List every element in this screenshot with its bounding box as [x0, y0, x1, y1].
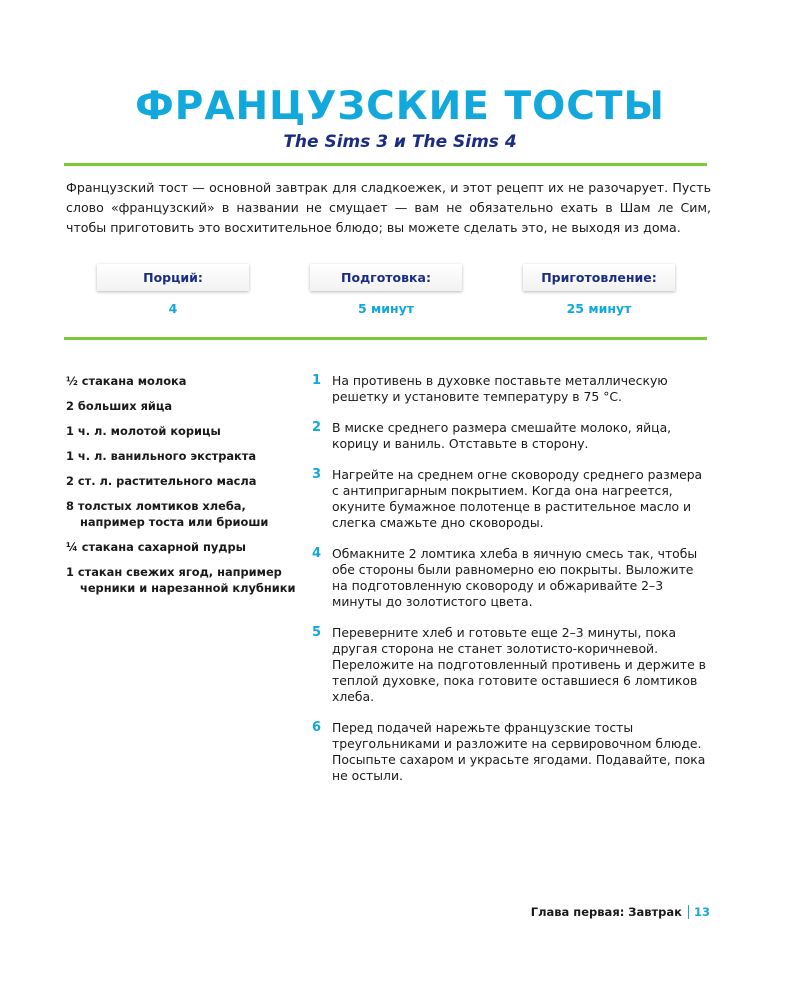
stat-servings-label: Порций:	[97, 264, 249, 291]
ingredient-item: 2 больших яйца	[66, 399, 173, 413]
step-number: 4	[312, 546, 322, 561]
chapter-label: Глава первая: Завтрак	[530, 905, 682, 919]
step-text: Нагрейте на среднем огне сковороду среднего размера с антипригарным покрытием. Когда она нагреется, окуните бумажное полотенце в растительное масло и слегка смажьте дно сковороды.	[332, 467, 703, 530]
step-number: 6	[312, 720, 322, 735]
ingredient-item: 1 стакан свежих ягод, например черники и нарезанной клубники	[66, 565, 296, 595]
stat-cook-value: 25 минут	[566, 301, 632, 316]
recipe-subtitle: The Sims 3 и The Sims 4	[283, 132, 517, 152]
steps-list	[312, 373, 712, 799]
page-footer	[531, 905, 710, 919]
stat-servings	[97, 264, 249, 316]
step-number: 5	[312, 625, 322, 640]
ingredient-item: 1 ч. л. молотой корицы	[66, 424, 221, 438]
stat-cook	[523, 264, 675, 316]
step-number: 3	[312, 467, 322, 482]
top-divider	[64, 163, 707, 166]
step-number: 2	[312, 420, 322, 435]
stat-servings-value: 4	[168, 301, 178, 316]
ingredients-list	[66, 373, 301, 605]
stat-prep	[310, 264, 462, 316]
intro-paragraph: Французский тост — основной завтрак для сладкоежек, и этот рецепт их не разочарует. Пусть слово «французский» в названии не смущает — вам не обязательно ехать в Шам ле Сим, чтобы приготовить это восхитительное блюдо; вы можете сделать это, не выходя из дома.	[66, 180, 711, 235]
ingredient-item: 1 ч. л. ванильного экстракта	[66, 449, 257, 463]
bottom-divider	[64, 337, 707, 340]
ingredient-item: ¼ стакана сахарной пудры	[66, 540, 246, 554]
step-item	[312, 373, 712, 405]
step-item	[312, 625, 712, 705]
footer-separator	[688, 905, 689, 919]
step-item	[312, 720, 712, 784]
step-item	[312, 467, 712, 531]
stat-prep-label: Подготовка:	[310, 264, 462, 291]
ingredient-item: ½ стакана молока	[66, 374, 187, 388]
step-item	[312, 420, 712, 452]
step-number: 1	[312, 373, 322, 388]
step-text: Перед подачей нарежьте французские тосты треугольниками и разложите на сервировочном блюде. Посыпьте сахаром и украсьте ягодами. Подавайте, пока не остыли.	[332, 720, 706, 783]
step-item	[312, 546, 712, 610]
stat-prep-value: 5 минут	[357, 301, 415, 316]
ingredient-item: 2 ст. л. растительного масла	[66, 474, 257, 488]
recipe-title: ФРАНЦУЗСКИЕ ТОСТЫ	[135, 84, 665, 129]
step-text: На противень в духовке поставьте металлическую решетку и установите температуру в 75 °C.	[332, 373, 668, 404]
ingredient-item: 8 толстых ломтиков хлеба, например тоста или бриоши	[66, 499, 269, 529]
step-text: В миске среднего размера смешайте молоко, яйца, корицу и ваниль. Отставьте в сторону.	[332, 420, 672, 451]
page-number: 13	[693, 905, 710, 919]
step-text: Переверните хлеб и готовьте еще 2–3 минуты, пока другая сторона не станет золотисто-коричневой. Переложите на подготовленный противень и держите в теплой духовке, пока готовите оставшиеся 6 ломтиков хлеба.	[332, 625, 706, 704]
step-text: Обмакните 2 ломтика хлеба в яичную смесь так, чтобы обе стороны были равномерно ею покрыты. Выложите на подготовленную сковороду и обжаривайте 2–3 минуты до золотистого цвета.	[332, 546, 698, 609]
stat-cook-label: Приготовление:	[523, 264, 675, 291]
